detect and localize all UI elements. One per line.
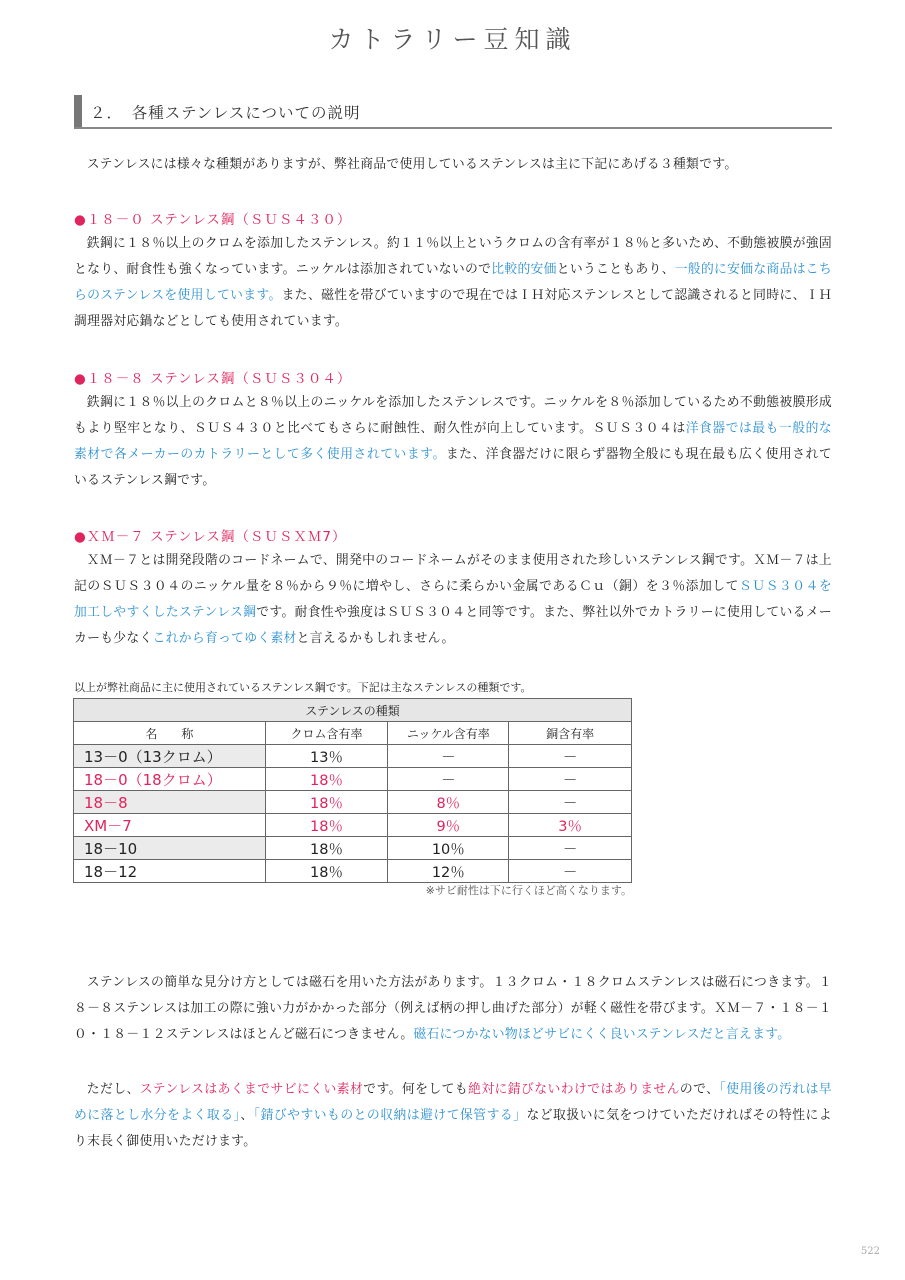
row-chrome: 13％ xyxy=(265,745,388,768)
row-nickel: － xyxy=(388,745,509,768)
row-chrome: 18％ xyxy=(265,791,388,814)
care-text-3: ので、 xyxy=(679,1082,720,1097)
row-copper: － xyxy=(509,791,632,814)
row-name: 13－0（13クロム） xyxy=(74,745,266,768)
care-highlight-4: 「錆びやすいものとの収納は避けて保管する」 xyxy=(253,1108,527,1123)
susxm7-highlight-2: これから育ってゆく素材 xyxy=(152,631,297,646)
susxm7-text-2: です。耐食性や強度はＳＵＳ３０４と同等です。また、弊社以外でカトラリーに使用しているメーカーも少なく xyxy=(74,605,833,646)
sus304-highlight-1: 洋食器では最も一般的な素材で各メーカーのカトラリーとして多く使用されています。 xyxy=(74,421,832,462)
row-name: 18－8 xyxy=(74,791,266,814)
sus430-highlight-1: 比較的安価 xyxy=(491,262,557,277)
row-name: 18－12 xyxy=(74,860,266,883)
intro-paragraph: ステンレスには様々な種類がありますが、弊社商品で使用しているステンレスは主に下記にあげる３種類です。 xyxy=(86,157,738,172)
row-name: 18－0（18クロム） xyxy=(74,768,266,791)
susxm7-text-3: と言えるかもしれません。 xyxy=(296,631,455,646)
sus304-heading: ●１８－８ ステンレス鋼（ＳＵＳ３０４） xyxy=(74,371,352,387)
table-row xyxy=(74,814,632,837)
row-copper: － xyxy=(509,745,632,768)
magnet-paragraph xyxy=(74,970,832,1048)
sus430-paragraph xyxy=(74,231,832,335)
sus430-highlight-2: 一般的に安価な商品はこちらのステンレスを使用しています。 xyxy=(74,262,832,303)
care-text-2: です。何をしても xyxy=(363,1082,469,1097)
sus430-text-2: ということもあり、 xyxy=(556,262,675,277)
table-title-row xyxy=(74,699,632,722)
care-text-5: など取扱いに気をつけていただければその特性により末長く御使用いただけます。 xyxy=(74,1108,832,1149)
sus430-text-1: 鉄鋼に１８％以上のクロムを添加したステンレス。約１１％以上というクロムの含有率が１８％と多いため、不動態被膜が強固となり、耐食性も強くなっています。ニッケルは添加されていないので xyxy=(74,236,832,277)
care-highlight-1: ステンレスはあくまでサビにくい素材 xyxy=(139,1082,364,1097)
row-copper: 3％ xyxy=(509,814,632,837)
row-chrome: 18％ xyxy=(265,837,388,860)
table-note: ※サビ耐性は下に行くほど高くなります。 xyxy=(425,884,632,897)
care-highlight-2: 絶対に錆びないわけではありません xyxy=(468,1082,680,1097)
header-name: 名 称 xyxy=(74,722,266,745)
susxm7-paragraph xyxy=(74,548,832,652)
heading-bar xyxy=(74,95,82,127)
table-row xyxy=(74,860,632,883)
row-copper: － xyxy=(509,837,632,860)
sus430-heading: ●１８－０ ステンレス鋼（ＳＵＳ４３０） xyxy=(74,212,352,228)
page-title: カトラリー豆知識 xyxy=(328,25,577,54)
row-nickel: － xyxy=(388,768,509,791)
sus304-text-2: また、洋食器だけに限らず器物全般にも現在最も広く使用されているステンレス鋼です。 xyxy=(74,447,832,488)
care-text-1: ただし、 xyxy=(86,1082,140,1097)
header-nickel: ニッケル含有率 xyxy=(388,722,509,745)
magnet-text-1: ステンレスの簡単な見分け方としては磁石を用いた方法があります。１３クロム・１８クロムステンレスは磁石につきます。１８－８ステンレスは加工の際に強い力がかかった部分（例えば柄の押し曲げた部分）が軽く磁性を帯びます。ＸＭ－７・１８－１０・１８－１２ステンレスはほとんど磁石につきません。 xyxy=(74,975,832,1042)
care-paragraph xyxy=(74,1077,832,1155)
row-nickel: 10％ xyxy=(388,837,509,860)
stainless-table xyxy=(73,698,632,883)
table-title: ステンレスの種類 xyxy=(74,699,632,722)
care-text-4: 、 xyxy=(240,1108,254,1123)
susxm7-text-1: ＸＭ－７とは開発段階のコードネームで、開発中のコードネームがそのまま使用された珍しいステンレス鋼です。ＸＭ－７は上記のＳＵＳ３０４のニッケル量を８％から９％に増やし、さらに柔らかい金属であるＣｕ（銅）を３％添加して xyxy=(74,553,832,594)
row-chrome: 18％ xyxy=(265,814,388,837)
susxm7-highlight-1: ＳＵＳ３０４を加工しやすくしたステンレス鋼 xyxy=(74,579,832,620)
sus430-text-3: また、磁性を帯びていますので現在ではＩＨ対応ステンレスとして認識されると同時に、ＩＨ調理器対応鍋などとしても使用されています。 xyxy=(74,288,832,329)
table-row xyxy=(74,837,632,860)
section-heading xyxy=(74,95,832,129)
row-chrome: 18％ xyxy=(265,768,388,791)
row-chrome: 18％ xyxy=(265,860,388,883)
table-row xyxy=(74,745,632,768)
header-chrome: クロム含有率 xyxy=(265,722,388,745)
sus304-paragraph xyxy=(74,390,832,494)
care-highlight-3: 「使用後の汚れは早めに落とし水分をよく取る」 xyxy=(74,1082,832,1123)
susxm7-heading: ●ＸＭ－７ ステンレス鋼（ＳＵＳＸＭ7） xyxy=(74,529,347,545)
row-nickel: 9％ xyxy=(388,814,509,837)
row-name: 18－10 xyxy=(74,837,266,860)
row-nickel: 12％ xyxy=(388,860,509,883)
sus304-text-1: 鉄鋼に１８％以上のクロムと８％以上のニッケルを添加したステンレスです。ニッケルを８％添加しているため不動態被膜形成もより堅牢となり、ＳＵＳ４３０と比べてもさらに耐蝕性、耐久性が向上しています。ＳＵＳ３０４は xyxy=(74,395,832,436)
row-name: XM－7 xyxy=(74,814,266,837)
page-number: 522 xyxy=(860,1246,880,1257)
header-copper: 銅含有率 xyxy=(509,722,632,745)
table-header-row xyxy=(74,722,632,745)
row-copper: － xyxy=(509,860,632,883)
row-nickel: 8％ xyxy=(388,791,509,814)
table-row xyxy=(74,791,632,814)
magnet-highlight-1: 磁石につかない物ほどサビにくく良いステンレスだと言えます。 xyxy=(413,1027,791,1042)
section-heading-text: ２． 各種ステンレスについての説明 xyxy=(90,104,361,122)
table-caption: 以上が弊社商品に主に使用されているステンレス鋼です。下記は主なステンレスの種類です。 xyxy=(74,681,532,694)
table-row xyxy=(74,768,632,791)
row-copper: － xyxy=(509,768,632,791)
